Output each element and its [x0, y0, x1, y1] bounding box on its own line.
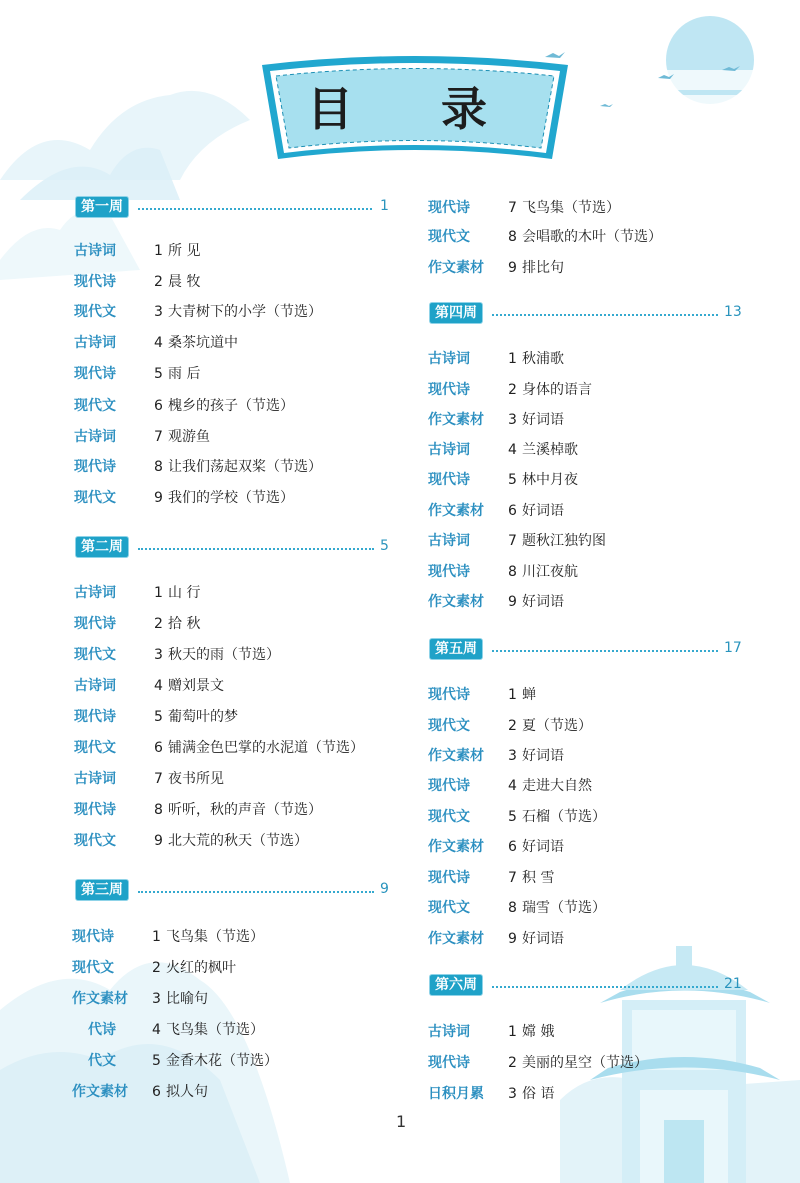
entry-title: 夏（节选） [522, 718, 592, 734]
toc-entry[interactable] [428, 896, 728, 920]
entry-title: 飞鸟集（节选） [166, 929, 264, 945]
entry-title: 会唱歌的木叶（节选） [522, 229, 662, 245]
week-badge: 第三周 [76, 880, 128, 900]
entry-number: 3 [154, 304, 163, 320]
toc-entry[interactable] [428, 774, 728, 798]
entry-number: 5 [508, 472, 517, 488]
week-header-4[interactable] [430, 303, 750, 325]
toc-entry[interactable] [74, 612, 374, 636]
entry-category: 现代诗 [74, 616, 116, 632]
entry-title: 拟人句 [166, 1084, 208, 1100]
entry-number: 9 [508, 260, 517, 276]
entry-title: 走进大自然 [522, 778, 592, 794]
toc-entry[interactable] [74, 425, 374, 449]
toc-entry[interactable] [428, 225, 728, 249]
entry-category: 作文素材 [428, 594, 484, 610]
entry-title: 积 雪 [522, 870, 555, 886]
entry-number: 9 [154, 490, 163, 506]
entry-title: 听听，秋的声音（节选） [168, 802, 322, 818]
entry-title: 蝉 [522, 687, 536, 703]
entry-number: 1 [508, 687, 517, 703]
entry-category: 现代文 [74, 398, 116, 414]
entry-category: 作文素材 [428, 931, 484, 947]
toc-entry[interactable] [428, 805, 728, 829]
week-badge: 第四周 [430, 303, 482, 323]
leader-dots [138, 208, 372, 210]
entry-number: 3 [154, 647, 163, 663]
entry-category: 现代诗 [74, 274, 116, 290]
entry-category: 古诗词 [428, 1024, 470, 1040]
toc-entry[interactable] [428, 196, 728, 220]
entry-number: 8 [508, 900, 517, 916]
toc-entry[interactable] [74, 300, 374, 324]
week-page-number: 21 [724, 976, 742, 992]
entry-title: 北大荒的秋天（节选） [168, 833, 308, 849]
entry-number: 7 [154, 429, 163, 445]
page-number: 1 [396, 1112, 407, 1131]
entry-category: 现代诗 [428, 778, 470, 794]
toc-entry[interactable] [72, 956, 372, 980]
entry-number: 3 [508, 412, 517, 428]
entry-category: 古诗词 [74, 429, 116, 445]
leader-dots [492, 314, 718, 316]
toc-entry[interactable] [428, 714, 728, 738]
week-page-number: 17 [724, 640, 742, 656]
entry-title: 赠刘景文 [168, 678, 224, 694]
toc-entry[interactable] [74, 331, 374, 355]
entry-category: 现代诗 [74, 802, 116, 818]
entry-title: 好词语 [522, 931, 564, 947]
entry-number: 8 [154, 802, 163, 818]
week-page-number: 9 [380, 881, 389, 897]
entry-title: 嫦 娥 [522, 1024, 555, 1040]
entry-number: 2 [154, 616, 163, 632]
entry-title: 铺满金色巴掌的水泥道（节选） [168, 740, 364, 756]
entry-title: 题秋江独钓图 [522, 533, 606, 549]
entry-number: 1 [508, 351, 517, 367]
entry-category: 日积月累 [428, 1086, 484, 1102]
entry-number: 2 [152, 960, 161, 976]
entry-category: 现代文 [428, 809, 470, 825]
toc-entry[interactable] [74, 643, 374, 667]
toc-entry[interactable] [74, 674, 374, 698]
entry-category: 作文素材 [72, 1084, 128, 1100]
entry-category: 作文素材 [428, 260, 484, 276]
entry-category: 古诗词 [74, 585, 116, 601]
leader-dots [138, 548, 374, 550]
toc-entry[interactable] [428, 499, 728, 523]
entry-title: 美丽的星空（节选） [522, 1055, 648, 1071]
toc-entry[interactable] [74, 736, 384, 760]
entry-title: 夜书所见 [168, 771, 224, 787]
entry-title: 槐乡的孩子（节选） [168, 398, 294, 414]
entry-category: 现代文 [428, 229, 470, 245]
week-badge: 第五周 [430, 639, 482, 659]
entry-number: 4 [154, 678, 163, 694]
toc-entry[interactable] [428, 590, 728, 614]
toc-entry[interactable] [72, 1080, 372, 1104]
toc-entry[interactable] [74, 581, 374, 605]
entry-title: 川江夜航 [522, 564, 578, 580]
toc-entry[interactable] [428, 1051, 728, 1075]
entry-category: 古诗词 [428, 351, 470, 367]
entry-number: 2 [508, 382, 517, 398]
entry-category: 现代诗 [428, 1055, 470, 1071]
toc-entry[interactable] [74, 767, 374, 791]
toc-entry[interactable] [74, 239, 374, 263]
entry-number: 2 [508, 718, 517, 734]
entry-category: 现代诗 [428, 382, 470, 398]
entry-number: 6 [508, 503, 517, 519]
entry-category: 现代文 [72, 960, 114, 976]
entry-number: 3 [152, 991, 161, 1007]
week-page-number: 13 [724, 304, 742, 320]
week-header-2[interactable] [76, 537, 392, 559]
entry-category: 现代诗 [428, 870, 470, 886]
toc-entry[interactable] [72, 925, 372, 949]
entry-title: 观游鱼 [168, 429, 210, 445]
entry-number: 9 [508, 931, 517, 947]
entry-title: 好词语 [522, 412, 564, 428]
week-page-number: 5 [380, 538, 389, 554]
toc-entry[interactable] [428, 438, 728, 462]
entry-title: 好词语 [522, 748, 564, 764]
toc-entry[interactable] [428, 468, 728, 492]
entry-number: 1 [154, 243, 163, 259]
toc-entry[interactable] [74, 270, 374, 294]
toc-entry[interactable] [72, 1049, 372, 1073]
toc-entry[interactable] [74, 798, 374, 822]
entry-category: 现代文 [74, 304, 116, 320]
entry-category: 现代诗 [74, 709, 116, 725]
entry-title: 俗 语 [522, 1086, 555, 1102]
toc-entry[interactable] [74, 394, 374, 418]
entry-number: 5 [508, 809, 517, 825]
entry-title: 雨 后 [168, 366, 201, 382]
entry-category: 作文素材 [428, 748, 484, 764]
entry-title: 林中月夜 [522, 472, 578, 488]
toc-entry[interactable] [74, 486, 374, 510]
week-badge: 第六周 [430, 975, 482, 995]
entry-number: 7 [508, 870, 517, 886]
entry-category: 现代文 [74, 740, 116, 756]
entry-number: 1 [152, 929, 161, 945]
toc-entry[interactable] [428, 1082, 728, 1106]
toc-entry[interactable] [72, 1018, 372, 1042]
toc-entry[interactable] [428, 347, 728, 371]
entry-number: 1 [154, 585, 163, 601]
entry-category: 代文 [88, 1053, 116, 1069]
toc-entry[interactable] [428, 408, 728, 432]
entry-number: 7 [154, 771, 163, 787]
entry-number: 6 [152, 1084, 161, 1100]
toc-entry[interactable] [428, 744, 728, 768]
toc-entry[interactable] [428, 256, 728, 280]
entry-number: 8 [508, 229, 517, 245]
entry-number: 7 [508, 533, 517, 549]
entry-title: 好词语 [522, 503, 564, 519]
entry-title: 大青树下的小学（节选） [168, 304, 322, 320]
week-header-5[interactable] [430, 639, 750, 661]
entry-number: 2 [508, 1055, 517, 1071]
entry-title: 秋浦歌 [522, 351, 564, 367]
entry-category: 现代文 [428, 900, 470, 916]
toc-entry[interactable] [428, 683, 728, 707]
entry-category: 现代文 [74, 490, 116, 506]
entry-title: 我们的学校（节选） [168, 490, 294, 506]
toc-entry[interactable] [74, 829, 374, 853]
entry-number: 9 [508, 594, 517, 610]
entry-title: 好词语 [522, 594, 564, 610]
entry-number: 3 [508, 748, 517, 764]
entry-number: 8 [508, 564, 517, 580]
entry-category: 作文素材 [428, 503, 484, 519]
week-header-1[interactable] [76, 197, 392, 219]
entry-number: 2 [154, 274, 163, 290]
toc-entry[interactable] [428, 529, 728, 553]
entry-category: 代诗 [88, 1022, 116, 1038]
entry-category: 现代文 [74, 833, 116, 849]
entry-category: 古诗词 [428, 533, 470, 549]
entry-title: 金香木花（节选） [166, 1053, 278, 1069]
entry-number: 5 [154, 366, 163, 382]
entry-number: 9 [154, 833, 163, 849]
entry-title: 火红的枫叶 [166, 960, 236, 976]
entry-category: 作文素材 [428, 839, 484, 855]
entry-category: 现代诗 [74, 459, 116, 475]
leader-dots [138, 891, 374, 893]
entry-number: 1 [508, 1024, 517, 1040]
entry-title: 比喻句 [166, 991, 208, 1007]
week-header-6[interactable] [430, 975, 750, 997]
entry-category: 古诗词 [74, 771, 116, 787]
entry-title: 瑞雪（节选） [522, 900, 606, 916]
entry-title: 兰溪棹歌 [522, 442, 578, 458]
entry-title: 秋天的雨（节选） [168, 647, 280, 663]
entry-title: 让我们荡起双桨（节选） [168, 459, 322, 475]
entry-category: 古诗词 [74, 678, 116, 694]
entry-category: 作文素材 [72, 991, 128, 1007]
entry-title: 好词语 [522, 839, 564, 855]
entry-category: 现代诗 [74, 366, 116, 382]
entry-category: 现代诗 [428, 472, 470, 488]
entry-number: 6 [154, 740, 163, 756]
week-badge: 第二周 [76, 537, 128, 557]
entry-category: 现代文 [428, 718, 470, 734]
entry-number: 3 [508, 1086, 517, 1102]
week-header-3[interactable] [76, 880, 392, 902]
entry-number: 4 [508, 778, 517, 794]
entry-category: 现代文 [74, 647, 116, 663]
toc-entry[interactable] [428, 927, 728, 951]
entry-number: 4 [508, 442, 517, 458]
toc-entry[interactable] [74, 455, 374, 479]
toc-entry[interactable] [428, 1020, 728, 1044]
entry-category: 现代诗 [72, 929, 114, 945]
toc-entry[interactable] [428, 560, 728, 584]
week-badge: 第一周 [76, 197, 128, 217]
toc-entry[interactable] [74, 362, 374, 386]
entry-title: 拾 秋 [168, 616, 201, 632]
entry-title: 飞鸟集（节选） [522, 200, 620, 216]
entry-number: 5 [152, 1053, 161, 1069]
entry-number: 5 [154, 709, 163, 725]
page-title: 目 录 [306, 82, 523, 136]
entry-title: 所 见 [168, 243, 201, 259]
entry-category: 古诗词 [74, 335, 116, 351]
toc-entry[interactable] [428, 378, 728, 402]
entry-title: 身体的语言 [522, 382, 592, 398]
entry-category: 现代诗 [428, 200, 470, 216]
entry-category: 作文素材 [428, 412, 484, 428]
toc-entry[interactable] [72, 987, 372, 1011]
entry-number: 6 [508, 839, 517, 855]
entry-title: 飞鸟集（节选） [166, 1022, 264, 1038]
toc-entry[interactable] [74, 705, 374, 729]
entry-title: 晨 牧 [168, 274, 201, 290]
entry-number: 8 [154, 459, 163, 475]
entry-number: 4 [154, 335, 163, 351]
toc-entry[interactable] [428, 835, 728, 859]
toc-entry[interactable] [428, 866, 728, 890]
entry-title: 排比句 [522, 260, 564, 276]
entry-title: 葡萄叶的梦 [168, 709, 238, 725]
leader-dots [492, 986, 718, 988]
entry-number: 4 [152, 1022, 161, 1038]
entry-category: 现代诗 [428, 687, 470, 703]
entry-category: 古诗词 [428, 442, 470, 458]
leader-dots [492, 650, 718, 652]
entry-category: 现代诗 [428, 564, 470, 580]
week-page-number: 1 [380, 198, 389, 214]
entry-title: 石榴（节选） [522, 809, 606, 825]
entry-number: 6 [154, 398, 163, 414]
entry-title: 山 行 [168, 585, 201, 601]
entry-title: 桑茶坑道中 [168, 335, 238, 351]
entry-number: 7 [508, 200, 517, 216]
entry-category: 古诗词 [74, 243, 116, 259]
